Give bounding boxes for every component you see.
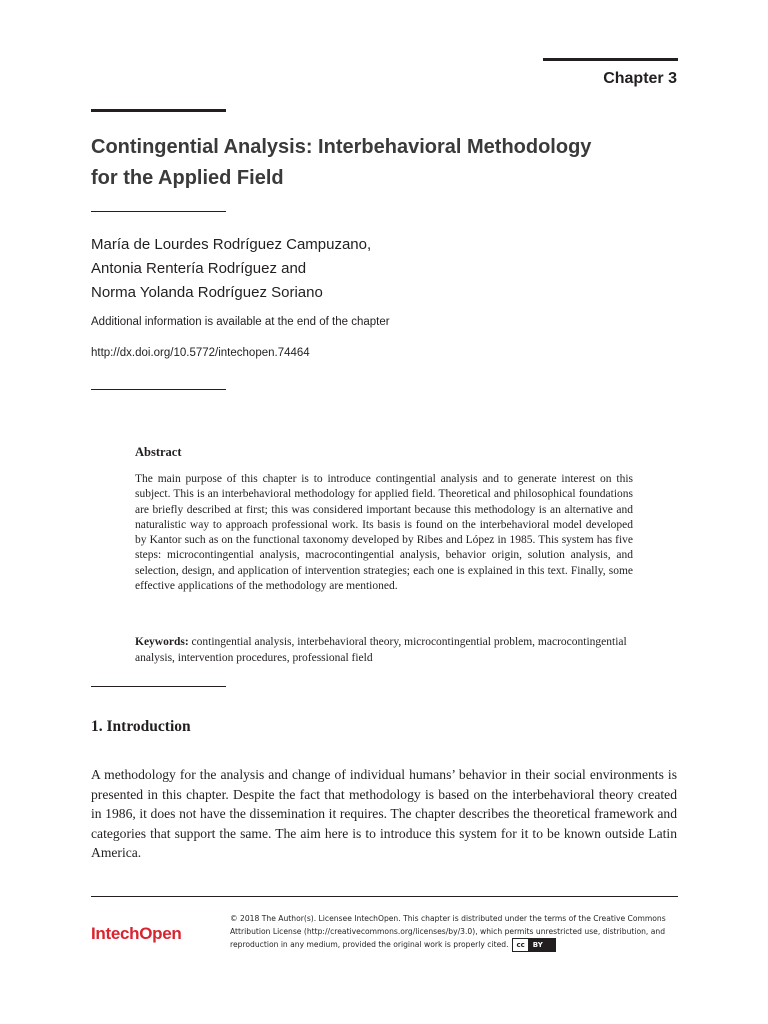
author-line-3: Norma Yolanda Rodríguez Soriano (91, 284, 323, 301)
chapter-title (91, 132, 691, 194)
title-bottom-rule (91, 211, 226, 212)
author-list (91, 233, 371, 305)
keywords (135, 634, 633, 666)
section-heading: 1. Introduction (91, 718, 191, 735)
chapter-title-line-1: Contingential Analysis: Interbehavioral Methodology (91, 136, 592, 158)
doi-bottom-rule (91, 389, 226, 390)
chapter-top-rule (543, 58, 678, 61)
author-line-1: María de Lourdes Rodríguez Campuzano, (91, 236, 372, 253)
license-text: © 2018 The Author(s). Licensee IntechOpen. This chapter is distributed under the terms of the Creative Commons Attribution License (http://creativecommons.org/licenses/by/3.0), which permits unrestricted use, distribution, and reproduction in any medium, provided the original work is properly cited. (230, 914, 666, 949)
chapter-title-line-2: for the Applied Field (91, 167, 284, 189)
abstract-heading: Abstract (135, 445, 182, 459)
author-line-2: Antonia Rentería Rodríguez and (91, 260, 307, 277)
title-top-rule (91, 109, 226, 112)
license-notice (230, 913, 682, 952)
footer-rule (91, 896, 678, 897)
doi-link[interactable]: http://dx.doi.org/10.5772/intechopen.74464 (91, 347, 310, 359)
keywords-text: contingential analysis, interbehavioral theory, microcontingential problem, macrocontingential analysis, intervention procedures, professional field (135, 636, 627, 664)
additional-info-note: Additional information is available at the end of the chapter (91, 316, 390, 328)
chapter-label: Chapter 3 (603, 70, 677, 87)
abstract-bottom-rule (91, 686, 226, 687)
keywords-label: Keywords: (135, 636, 189, 648)
section-body-text: A methodology for the analysis and change of individual humans’ behavior in their social environments is presented in this chapter. Despite the fact that methodology is based on the interbehavioral theory created in 1986, it does not have the dissemination it requires. The chapter describes the theoretical framework and categories that support the same. The aim here is to introduce this system for it to be known outside Latin America. (91, 767, 677, 860)
intechopen-logo: IntechOpen (91, 924, 182, 943)
cc-by-badge-icon[interactable]: cc BY (512, 938, 555, 952)
abstract-text: The main purpose of this chapter is to introduce contingential analysis and to generate interest on this subject. This is an interbehavioral methodology for applied field. Theoretical and philosophical foundations are briefly described at first; this was considered important because this methodology is an alternative and naturalistic way to approach professional work. Its basis is found on the interbehavioral model developed by Kantor such as on the functional taxonomy developed by Ribes and López in 1985. This system has five steps: microcontingential analysis, macrocontingential analysis, behavior origin, solution analysis, and selection, design, and application of intervention strategies; each one is explained in this text. Finally, some effective applications of the methodology are mentioned. (135, 473, 633, 593)
